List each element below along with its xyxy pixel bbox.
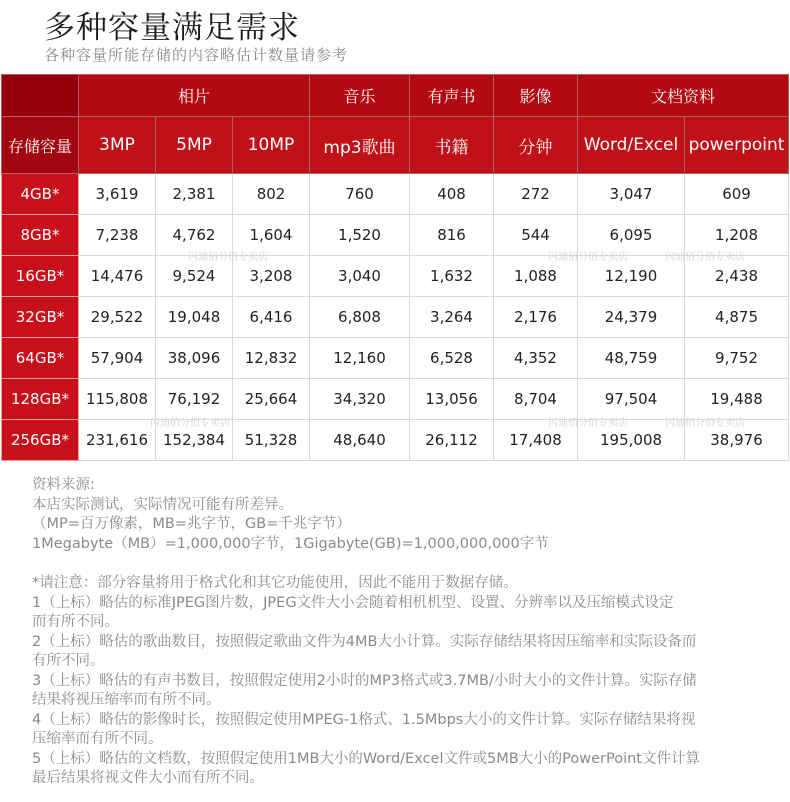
group-header-audiobook: 有声书: [410, 75, 494, 117]
table-cell: 14,476: [79, 256, 156, 297]
table-cell: 13,056: [410, 379, 494, 420]
table-cell: 1,604: [233, 215, 310, 256]
table-cell: 38,976: [685, 420, 789, 461]
table-cell: 57,904: [79, 338, 156, 379]
table-cell: 816: [410, 215, 494, 256]
sub-header-minutes: 分钟: [494, 117, 578, 174]
group-header-documents: 文档资料: [578, 75, 789, 117]
table-cell: 6,095: [578, 215, 685, 256]
table-row: [2, 174, 789, 215]
capacity-cell: 128GB*: [2, 379, 79, 420]
table-cell: 38,096: [156, 338, 233, 379]
sub-header-10mp: 10MP: [233, 117, 310, 174]
sub-header-3mp: 3MP: [79, 117, 156, 174]
group-header-music: 音乐: [310, 75, 410, 117]
group-header-video: 影像: [494, 75, 578, 117]
note-line: *请注意：部分容量将用于格式化和其它功能使用，因此不能用于数据存储。: [32, 575, 518, 591]
sub-header-mp3: mp3歌曲: [310, 117, 410, 174]
group-header-row: [2, 75, 789, 117]
capacity-cell: 256GB*: [2, 420, 79, 461]
table-row: [2, 256, 789, 297]
table-cell: 6,528: [410, 338, 494, 379]
table-cell: 97,504: [578, 379, 685, 420]
table-cell: 195,008: [578, 420, 685, 461]
capacity-cell: 64GB*: [2, 338, 79, 379]
table-cell: 24,379: [578, 297, 685, 338]
page-title: 多种容量满足需求: [44, 10, 300, 46]
table-cell: 1,520: [310, 215, 410, 256]
table-cell: 19,488: [685, 379, 789, 420]
table-cell: 1,208: [685, 215, 789, 256]
table-cell: 3,047: [578, 174, 685, 215]
note-line: 1（上标）略估的标准JPEG图片数，JPEG文件大小会随着相机机型、设置、分辨率以及压缩模式设定: [32, 594, 674, 611]
row-header-capacity: 存储容量: [2, 117, 79, 174]
table-cell: 544: [494, 215, 578, 256]
table-cell: 3,619: [79, 174, 156, 215]
table-row: [2, 420, 789, 461]
table-cell: 609: [685, 174, 789, 215]
table-cell: 3,040: [310, 256, 410, 297]
table-cell: 3,264: [410, 297, 494, 338]
watermark-text: 闪迪佰分佰专卖店: [188, 252, 268, 263]
table-cell: 51,328: [233, 420, 310, 461]
note-line: 4（上标）略估的影像时长，按照假定使用MPEG-1格式、1.5Mbps大小的文件计算。实际存储结果将视: [32, 711, 696, 728]
table-cell: 6,416: [233, 297, 310, 338]
note-line: 资料来源:: [32, 477, 95, 493]
watermark-text: 闪迪佰分佰专卖店: [548, 252, 628, 263]
table-cell: 9,524: [156, 256, 233, 297]
corner-cell: [2, 75, 79, 117]
note-line: 3（上标）略估的有声书数目，按照假定使用2小时的MP3格式或3.7MB/小时大小的文件计算。实际存储: [32, 672, 697, 689]
table-cell: 12,160: [310, 338, 410, 379]
table-cell: 17,408: [494, 420, 578, 461]
table-cell: 34,320: [310, 379, 410, 420]
table-cell: 231,616: [79, 420, 156, 461]
table-cell: 3,208: [233, 256, 310, 297]
watermark-text: 闪迪佰分佰专卖店: [665, 418, 745, 429]
table-cell: 4,875: [685, 297, 789, 338]
table-cell: 1,088: [494, 256, 578, 297]
note-line: 结果将视压缩率而有所不同。: [32, 692, 221, 708]
note-line: 有所不同。: [32, 653, 105, 669]
capacity-cell: 4GB*: [2, 174, 79, 215]
table-cell: 48,640: [310, 420, 410, 461]
table-cell: 19,048: [156, 297, 233, 338]
notes-section: [32, 476, 777, 789]
table-cell: 760: [310, 174, 410, 215]
source-notes: [32, 476, 777, 554]
table-row: [2, 215, 789, 256]
table-body: [2, 174, 789, 461]
page-subtitle: 各种容量所能存储的内容略估计数量请参考: [44, 46, 349, 64]
capacity-cell: 32GB*: [2, 297, 79, 338]
sub-header-word-excel: Word/Excel: [578, 117, 685, 174]
caution-notes: [32, 574, 777, 789]
table-cell: 26,112: [410, 420, 494, 461]
watermark-text: 闪迪佰分佰专卖店: [665, 252, 745, 263]
sub-header-books: 书籍: [410, 117, 494, 174]
table-cell: 4,762: [156, 215, 233, 256]
table-cell: 1,632: [410, 256, 494, 297]
table-row: [2, 338, 789, 379]
table-cell: 802: [233, 174, 310, 215]
watermark-text: 闪迪佰分佰专卖店: [548, 418, 628, 429]
table-cell: 8,704: [494, 379, 578, 420]
table-cell: 7,238: [79, 215, 156, 256]
note-line: 压缩率而有所不同。: [32, 731, 163, 747]
table-cell: 408: [410, 174, 494, 215]
note-line: 1Megabyte（MB）=1,000,000字节，1Gigabyte(GB)=1,000,000,000字节: [32, 535, 549, 552]
note-line: 2（上标）略估的歌曲数目，按照假定歌曲文件为4MB大小计算。实际存储结果将因压缩率和实际设备而: [32, 633, 697, 650]
capacity-cell: 16GB*: [2, 256, 79, 297]
table-cell: 152,384: [156, 420, 233, 461]
capacity-cell: 8GB*: [2, 215, 79, 256]
table-cell: 48,759: [578, 338, 685, 379]
sub-header-5mp: 5MP: [156, 117, 233, 174]
note-line: 5（上标）略估的文档数，按照假定使用1MB大小的Word/Excel文件或5MB大小的PowerPoint文件计算: [32, 750, 700, 767]
table-row: [2, 297, 789, 338]
note-line: 最后结果将视文件大小而有所不同。: [32, 770, 264, 786]
note-line: 而有所不同。: [32, 614, 119, 630]
table-cell: 4,352: [494, 338, 578, 379]
watermark-text: 闪迪佰分佰专卖店: [150, 418, 230, 429]
table-cell: 9,752: [685, 338, 789, 379]
table-cell: 115,808: [79, 379, 156, 420]
table-cell: 6,808: [310, 297, 410, 338]
sub-header-powerpoint: powerpoint: [685, 117, 789, 174]
capacity-table: [1, 74, 789, 461]
table-cell: 25,664: [233, 379, 310, 420]
table-cell: 29,522: [79, 297, 156, 338]
sub-header-row: [2, 117, 789, 174]
table-cell: 2,438: [685, 256, 789, 297]
table-row: [2, 379, 789, 420]
table-cell: 12,190: [578, 256, 685, 297]
group-header-photos: 相片: [79, 75, 310, 117]
table-cell: 272: [494, 174, 578, 215]
table-cell: 2,381: [156, 174, 233, 215]
note-line: （MP=百万像素，MB=兆字节，GB=千兆字节）: [32, 516, 351, 532]
note-line: 本店实际测试，实际情况可能有所差异。: [32, 496, 293, 513]
table-cell: 12,832: [233, 338, 310, 379]
table-cell: 2,176: [494, 297, 578, 338]
table-cell: 76,192: [156, 379, 233, 420]
